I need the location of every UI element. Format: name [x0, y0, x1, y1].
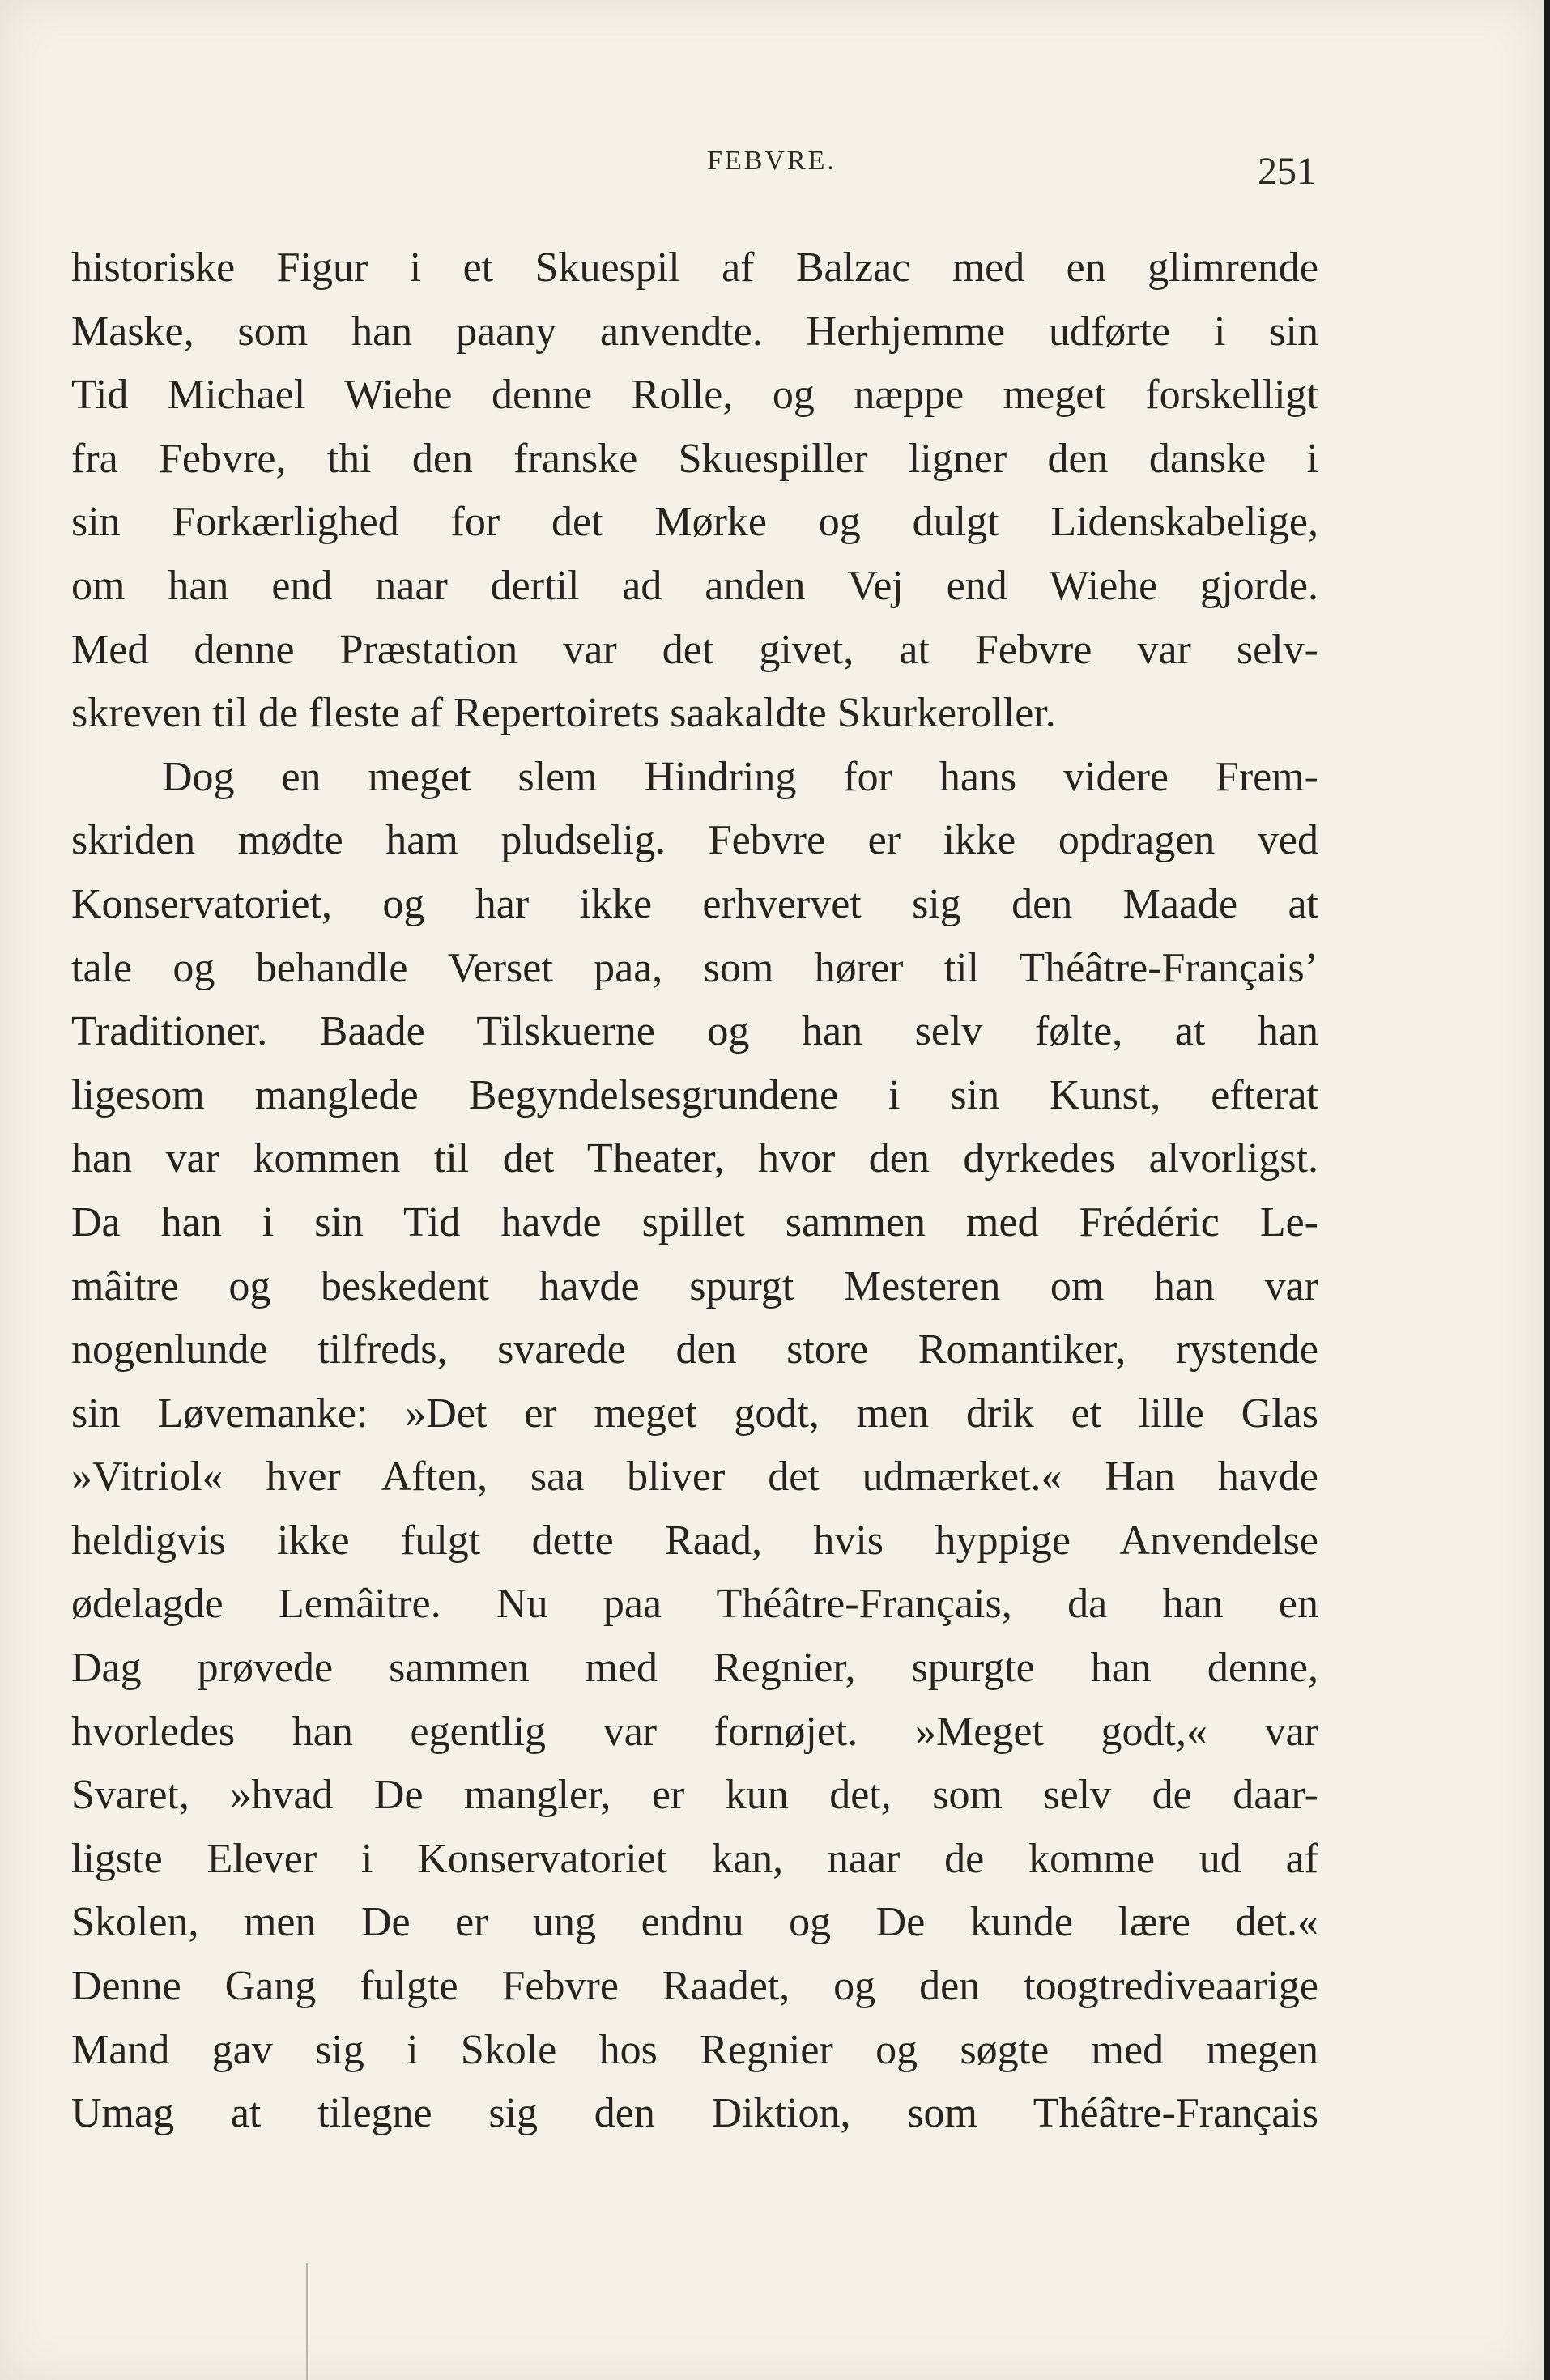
text-line: nogenlunde tilfreds, svarede den store Romantiker, rystende: [71, 1326, 1318, 1373]
text-line: Maske, som han paany anvendte. Herhjemme udførte i sin: [71, 308, 1318, 355]
text-line: sin Forkærlighed for det Mørke og dulgt Lidenskabelige,: [71, 499, 1318, 546]
text-line: ødelagde Lemâitre. Nu paa Théâtre-Français, da han en: [71, 1581, 1318, 1628]
text-line: ligesom manglede Begyndelsesgrundene i sin Kunst, efterat: [71, 1071, 1318, 1118]
text-line: Med denne Præstation var det givet, at Febvre var selv-: [71, 626, 1318, 673]
text-line: Da han i sin Tid havde spillet sammen med Frédéric Le-: [71, 1199, 1318, 1245]
text-line: sin Løvemanke: »Det er meget godt, men drik et lille Glas: [71, 1390, 1318, 1437]
text-line: hvorledes han egentlig var fornøjet. »Meget godt,« var: [71, 1708, 1318, 1755]
text-line: skreven til de fleste af Repertoirets saakaldte Skurkeroller.: [71, 690, 1056, 737]
gutter-mark: [306, 2263, 308, 2380]
text-line: Traditioner. Baade Tilskuerne og han selv følte, at han: [71, 1008, 1318, 1055]
text-line: om han end naar dertil ad anden Vej end Wiehe gjorde.: [71, 562, 1318, 609]
text-line: Skolen, men De er ung endnu og De kunde lære det.«: [71, 1899, 1318, 1946]
text-line: Umag at tilegne sig den Diktion, som Théâtre-Français: [71, 2090, 1318, 2137]
text-line: han var kommen til det Theater, hvor den dyrkedes alvorligst.: [71, 1135, 1318, 1182]
text-line: »Vitriol« hver Aften, saa bliver det udmærket.« Han havde: [71, 1454, 1318, 1501]
running-head: FEBVRE.: [707, 146, 837, 176]
text-line: Konservatoriet, og har ikke erhvervet sig den Maade at: [71, 880, 1318, 927]
text-line: historiske Figur i et Skuespil af Balzac med en glimrende: [71, 245, 1318, 291]
text-line: mâitre og beskedent havde spurgt Mesteren om han var: [71, 1262, 1318, 1309]
text-line: fra Febvre, thi den franske Skuespiller ligner den danske i: [71, 435, 1318, 482]
text-line: Svaret, »hvad De mangler, er kun det, som selv de daar-: [71, 1772, 1318, 1819]
text-line: Dog en meget slem Hindring for hans videre Frem-: [162, 753, 1318, 800]
text-line: tale og behandle Verset paa, som hører til Théâtre-Français’: [71, 944, 1318, 991]
text-line: Tid Michael Wiehe denne Rolle, og næppe meget forskelligt: [71, 372, 1318, 419]
text-line: skriden mødte ham pludselig. Febvre er ikke opdragen ved: [71, 817, 1318, 864]
body-text: [71, 236, 1318, 2146]
text-line: heldigvis ikke fulgt dette Raad, hvis hyppige Anvendelse: [71, 1517, 1318, 1564]
text-line: ligste Elever i Konservatoriet kan, naar de komme ud af: [71, 1835, 1318, 1882]
page-number: 251: [1258, 150, 1316, 193]
text-line: Dag prøvede sammen med Regnier, spurgte han denne,: [71, 1645, 1318, 1692]
text-line: Mand gav sig i Skole hos Regnier og søgte med megen: [71, 2026, 1318, 2073]
text-line: Denne Gang fulgte Febvre Raadet, og den toogtrediveaarige: [71, 1963, 1318, 2010]
